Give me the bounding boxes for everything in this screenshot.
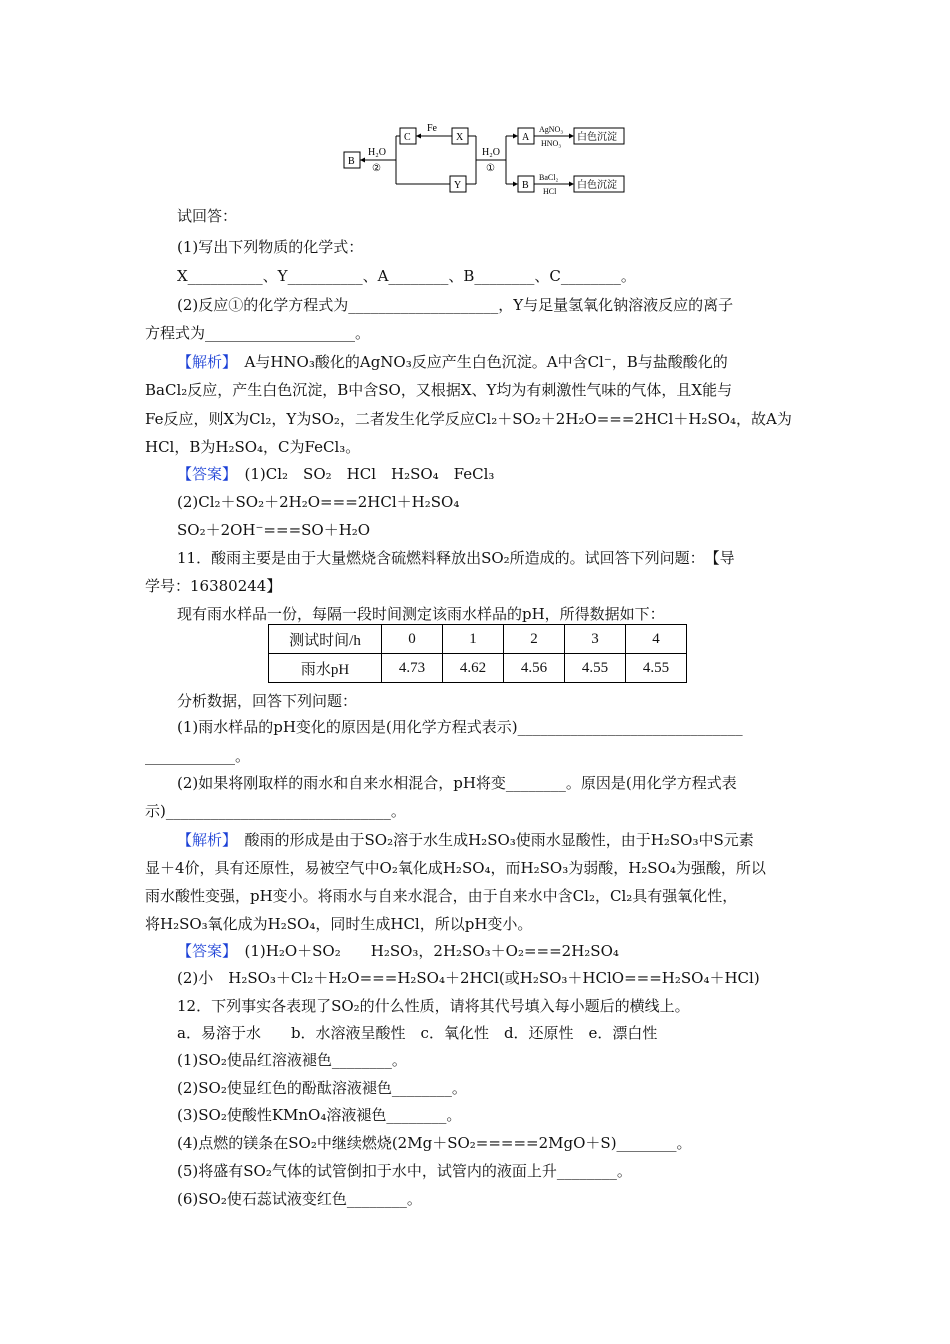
step-1-label: ① [486, 163, 495, 174]
analysis-2-line-1 [177, 829, 754, 851]
box-b-label: B [348, 156, 355, 167]
answer-2-line-1 [177, 940, 619, 962]
white-ppt-2-label: 白色沉淀 [577, 180, 617, 191]
time-cell: 2 [504, 625, 565, 654]
agno3-label: AgNO₃ [539, 125, 564, 134]
answer-2-text: (1)H₂O＋SO₂ H₂SO₃，2H₂SO₃＋O₂===2H₂SO₄ [229, 942, 619, 960]
q11-1-line: (1)雨水样品的pH变化的原因是(用化学方程式表示)______________________________ [177, 718, 743, 736]
time-cell: 4 [626, 625, 687, 654]
reaction-flow-diagram [340, 118, 640, 198]
hcl-label: HCl [543, 187, 557, 196]
q11-line-2: 学号：16380244】 [145, 577, 282, 595]
q12-options: a．易溶于水 b．水溶液呈酸性 c．氧化性 d．还原性 e．漂白性 [177, 1024, 658, 1042]
time-cell: 0 [382, 625, 443, 654]
bacl2-label: BaCl₂ [539, 173, 559, 182]
box-c-label: C [404, 132, 411, 143]
prompt-line: 试回答： [177, 207, 238, 225]
box-x-label: X [456, 132, 464, 143]
q11-line-1: 11．酸雨主要是由于大量燃烧含硫燃料释放出SO₂所造成的。试回答下列问题： 【导 [177, 549, 735, 567]
q11-line-3: 现有雨水样品一份，每隔一段时间测定该雨水样品的pH，所得数据如下： [177, 605, 665, 623]
q12-3: (3)SO₂使酸性KMnO₄溶液褪色________。 [177, 1106, 462, 1124]
analysis-1-line-3: Fe反应，则X为Cl₂，Y为SO₂，二者发生化学反应Cl₂＋SO₂＋2H₂O===2HCl＋H₂SO₄，故A为 [145, 410, 792, 428]
analysis-tag: 【解析】 [177, 353, 230, 371]
ph-cell: 4.55 [565, 654, 626, 683]
ph-cell: 4.62 [443, 654, 504, 683]
row-label-cell: 雨水pH [269, 654, 382, 683]
arrowhead-c [416, 134, 421, 139]
analysis-tag: 【解析】 [177, 831, 230, 849]
q12-1: (1)SO₂使品红溶液褪色________。 [177, 1051, 407, 1069]
arrowhead-b [360, 158, 365, 163]
box-a-label: A [522, 132, 530, 143]
arrowhead-b2 [513, 182, 518, 187]
q11-analyze-line: 分析数据，回答下列问题： [177, 692, 358, 710]
time-cell: 3 [565, 625, 626, 654]
fe-label: Fe [427, 123, 437, 134]
answer-2-line-2: (2)小 H₂SO₃＋Cl₂＋H₂O===H₂SO₄＋2HCl(或H₂SO₃＋HClO===H₂SO₄＋HCl) [177, 969, 760, 987]
ph-cell: 4.56 [504, 654, 565, 683]
answer-1-text: (1)Cl₂ SO₂ HCl H₂SO₄ FeCl₃ [229, 465, 495, 483]
answer-1-line-2: (2)Cl₂＋SO₂＋2H₂O===2HCl＋H₂SO₄ [177, 493, 460, 511]
ph-data-table [268, 624, 687, 683]
q2-line: (2)反应①的化学方程式为____________________，Y与足量氢氧化钠溶液反应的离子 [177, 296, 734, 314]
q11-2-line: (2)如果将刚取样的雨水和自来水相混合，pH将变________。原因是(用化学方程式表 [177, 774, 737, 792]
ph-cell: 4.55 [626, 654, 687, 683]
h2o-left-label: H₂O [368, 147, 386, 158]
q12-6: (6)SO₂使石蕊试液变红色________。 [177, 1190, 422, 1208]
header-label-cell: 测试时间/h [269, 625, 382, 654]
analysis-2-text: 酸雨的形成是由于SO₂溶于水生成H₂SO₃使雨水显酸性，由于H₂SO₃中S元素 [229, 831, 754, 849]
q12-2: (2)SO₂使显红色的酚酞溶液褪色________。 [177, 1079, 467, 1097]
box-b2-label: B [522, 180, 529, 191]
q1-blanks: X__________、Y__________、A________、B________、C________。 [177, 267, 636, 285]
arrowhead-ppt-2 [569, 182, 574, 187]
answer-tag: 【答案】 [177, 465, 230, 483]
box-y-label: Y [454, 180, 462, 191]
analysis-1-line-4: HCl，B为H₂SO₄，C为FeCl₃。 [145, 438, 361, 456]
table-row [269, 625, 687, 654]
q1-line: (1)写出下列物质的化学式： [177, 238, 364, 256]
time-cell: 1 [443, 625, 504, 654]
q12-4: (4)点燃的镁条在SO₂中继续燃烧(2Mg＋SO₂=====2MgO＋S)________。 [177, 1134, 692, 1152]
white-ppt-1-label: 白色沉淀 [577, 132, 617, 143]
q2-line-cont: 方程式为____________________。 [145, 324, 371, 342]
arrowhead-ppt-1 [569, 134, 574, 139]
answer-1-line-3: SO₂＋2OH⁻===SO＋H₂O [177, 521, 371, 539]
analysis-2-line-2: 显＋4价，具有还原性，易被空气中O₂氧化成H₂SO₄，而H₂SO₃为弱酸，H₂SO₄为强酸，所以 [145, 859, 766, 877]
arrowhead-a [513, 134, 518, 139]
analysis-1-text: A与HNO₃酸化的AgNO₃反应产生白色沉淀。A中含Cl⁻，B与盐酸酸化的 [229, 353, 728, 371]
analysis-2-line-3: 雨水酸性变强，pH变小。将雨水与自来水混合，由于自来水中含Cl₂，Cl₂具有强氧化性， [145, 887, 738, 905]
step-2-label: ② [372, 163, 381, 174]
hno3-label: HNO₃ [541, 139, 562, 148]
analysis-1-line-1 [177, 351, 728, 373]
answer-1-line-1 [177, 463, 494, 485]
ph-cell: 4.73 [382, 654, 443, 683]
answer-tag: 【答案】 [177, 942, 230, 960]
table-row [269, 654, 687, 683]
q11-2-line-cont: 示)______________________________。 [145, 802, 406, 820]
h2o-right-label: H₂O [482, 147, 500, 158]
analysis-2-line-4: 将H₂SO₃氧化成为H₂SO₄，同时生成HCl，所以pH变小。 [145, 915, 533, 933]
analysis-1-line-2: BaCl₂反应，产生白色沉淀，B中含SO，又根据X、Y均为有刺激性气味的气体，且X能与 [145, 381, 733, 399]
q12-5: (5)将盛有SO₂气体的试管倒扣于水中，试管内的液面上升________。 [177, 1162, 632, 1180]
q12-line: 12．下列事实各表现了SO₂的什么性质，请将其代号填入每小题后的横线上。 [177, 997, 690, 1015]
q11-1-line-cont: ____________。 [145, 747, 251, 765]
